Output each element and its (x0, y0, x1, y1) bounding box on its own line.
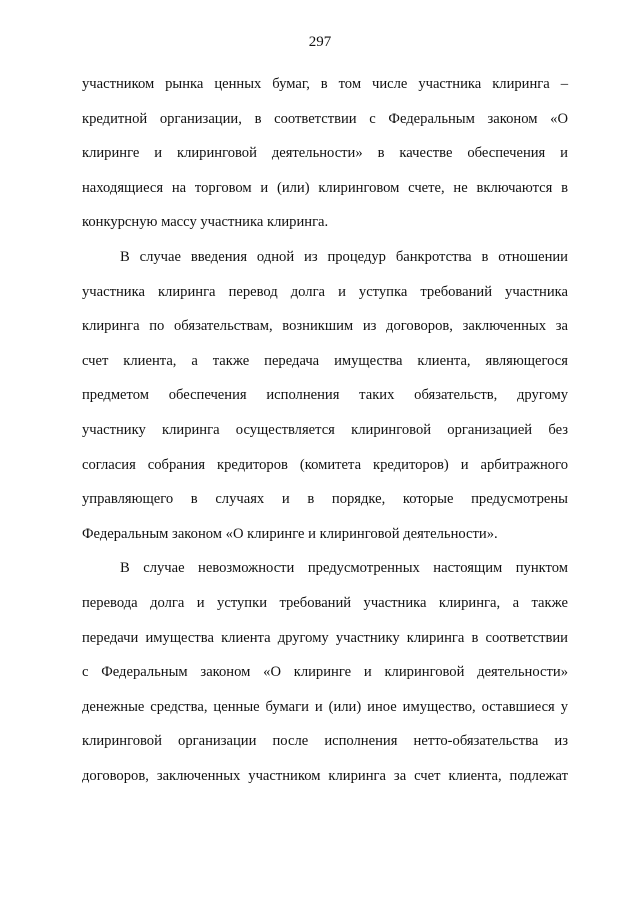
text-line: передачи имущества клиента другому участнику клиринга в соответствии (82, 629, 568, 646)
text-line: В случае невозможности предусмотренных настоящим пунктом (120, 560, 568, 577)
document-body (82, 67, 568, 793)
text-line: управляющего в случаях и в порядке, которые предусмотрены (82, 491, 568, 508)
text-line: кредитной организации, в соответствии с Федеральным законом «О (82, 110, 568, 127)
text-line: клиринга по обязательствам, возникшим из договоров, заключенных за (82, 318, 568, 335)
text-line: денежные средства, ценные бумаги и (или) иное имущество, оставшиеся у (82, 698, 568, 715)
paragraph (82, 240, 568, 551)
text-line: предметом обеспечения исполнения таких обязательств, другому (82, 387, 568, 404)
text-line: участником рынка ценных бумаг, в том числе участника клиринга – (82, 76, 568, 92)
text-line: согласия собрания кредиторов (комитета кредиторов) и арбитражного (82, 456, 568, 473)
text-line: клиринговой организации после исполнения нетто-обязательства из (82, 733, 568, 750)
paragraph (82, 67, 568, 240)
text-line: В случае введения одной из процедур банкротства в отношении (120, 248, 568, 265)
text-line: конкурсную массу участника клиринга. (82, 214, 329, 231)
text-line: находящиеся на торговом и (или) клиринговом счете, не включаются в (82, 179, 568, 196)
text-line: перевода долга и уступки требований участника клиринга, а также (82, 594, 568, 611)
text-line: клиринге и клиринговой деятельности» в качестве обеспечения и (82, 145, 568, 162)
paragraph (82, 551, 568, 793)
text-line: Федеральным законом «О клиринге и клиринговой деятельности». (82, 525, 498, 542)
text-line: счет клиента, а также передача имущества клиента, являющегося (82, 352, 568, 369)
text-line: договоров, заключенных участником клиринга за счет клиента, подлежат (82, 767, 568, 784)
page-number: 297 (308, 34, 332, 50)
text-line: с Федеральным законом «О клиринге и клиринговой деятельности» (82, 664, 568, 681)
text-line: участнику клиринга осуществляется клиринговой организацией без (82, 421, 568, 438)
text-line: участника клиринга перевод долга и уступка требований участника (82, 283, 568, 300)
